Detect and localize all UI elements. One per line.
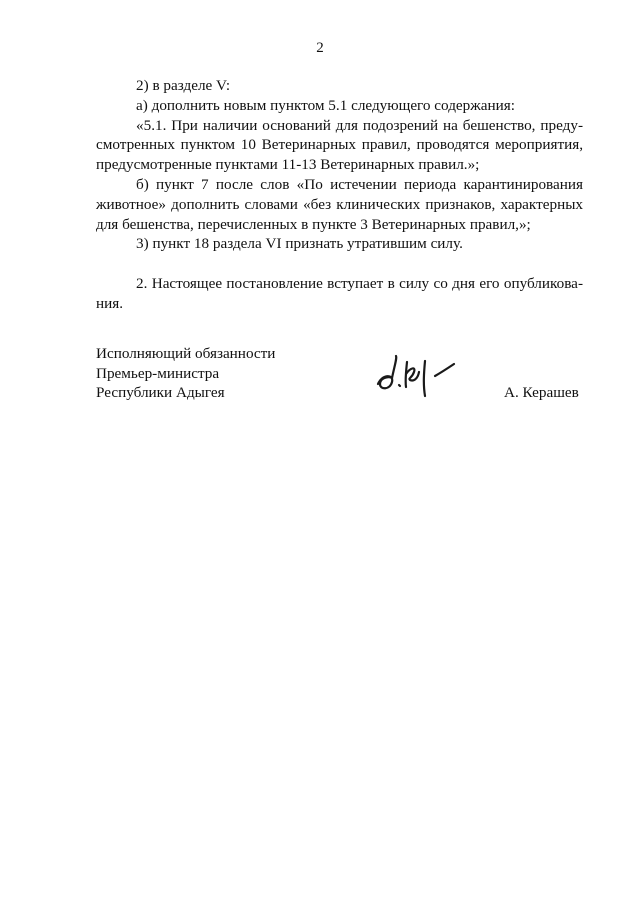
paragraph-3: 3) пункт 18 раздела VI признать утратившим силу. [136,235,463,253]
handwritten-signature [372,352,462,400]
paragraph-section-v: 2) в разделе V: [136,77,231,94]
paragraph-b: б) пункт 7 после слов «По истечении периода карантинирования животное» дополнить словами «без клинических признаков, характерных для бешенства, перечисленных в пункте 3 Ветеринарных правил,»; [96,175,583,233]
page-number: 2 [316,40,324,56]
signatory-title-line: Республики Адыгея [96,384,225,401]
signatory-title-line: Премьер-министра [96,364,220,382]
paragraph-effective-date: 2. Настоящее постановление вступает в силу со дня его опубликования. [96,275,583,312]
signatory-title [96,344,275,403]
signatory-title-line: Исполняющий обязанности [96,345,276,362]
document-body [96,76,583,314]
paragraph-a: а) дополнить новым пунктом 5.1 следующего содержания: [136,96,515,114]
signer-name: А. Керашев [504,384,579,401]
paragraph-quote-5-1: «5.1. При наличии оснований для подозрений на бешенство, предусмотренных пунктом 10 Ветеринарных правил, проводятся мероприятия, предусмотренные пунктами 11-13 Ветеринарных правил.»; [96,116,583,174]
